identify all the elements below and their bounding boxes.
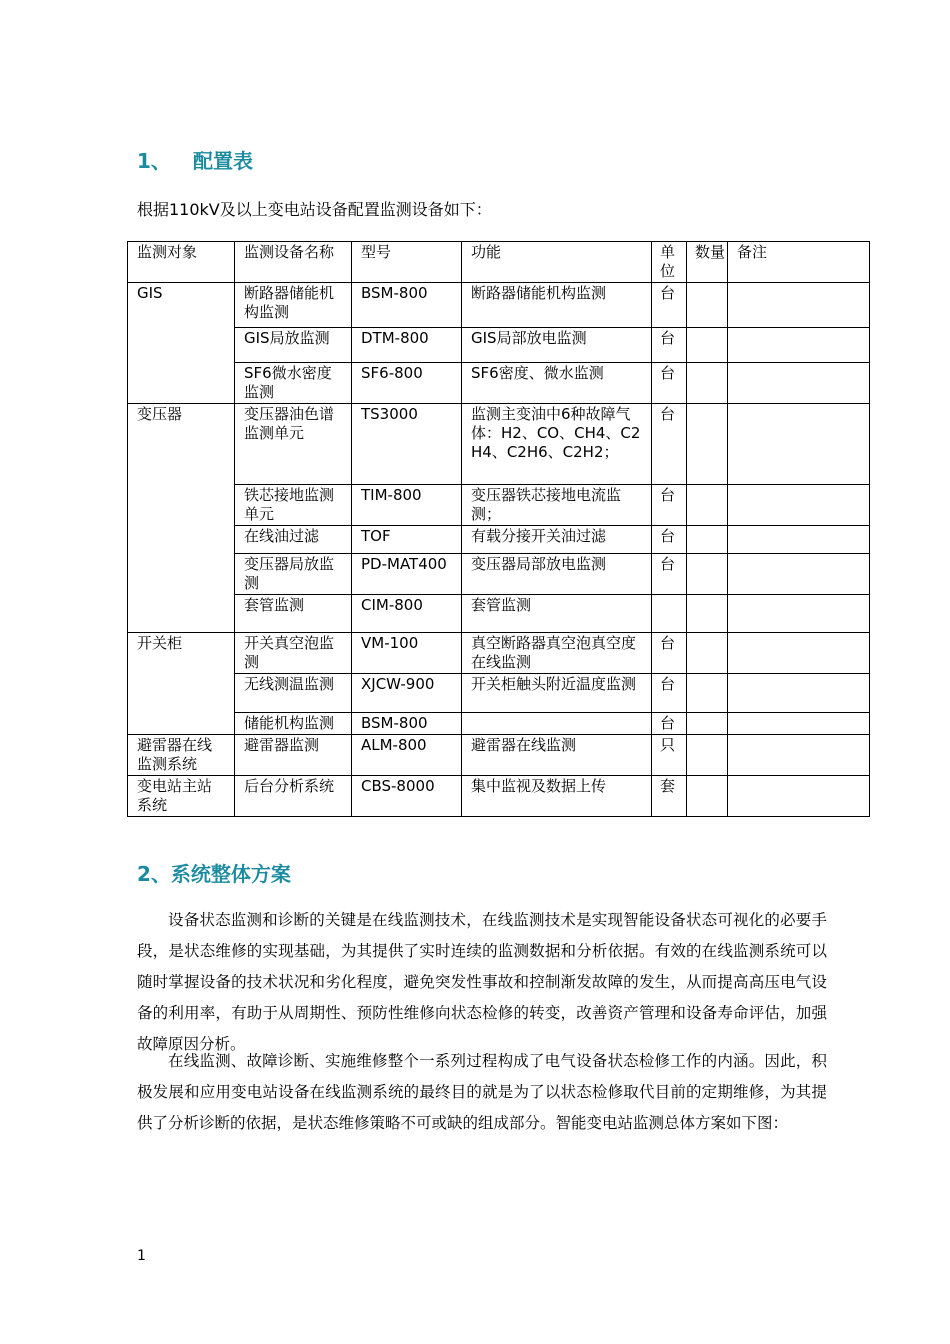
- cell-unit: [652, 595, 687, 633]
- cell-function: 避雷器在线监测: [462, 735, 652, 776]
- header-model: 型号: [352, 242, 462, 283]
- cell-model: SF6-800: [352, 363, 462, 404]
- cell-device: GIS局放监测: [235, 328, 352, 363]
- header-function: 功能: [462, 242, 652, 283]
- cell-remark: [728, 776, 870, 817]
- table-row: [128, 363, 870, 404]
- cell-function: GIS局部放电监测: [462, 328, 652, 363]
- cell-device: 无线测温监测: [235, 674, 352, 713]
- cell-model: TS3000: [352, 404, 462, 485]
- cell-device: 开关真空泡监测: [235, 633, 352, 674]
- cell-unit: 台: [652, 283, 687, 328]
- header-object: 监测对象: [128, 242, 235, 283]
- cell-function: 开关柜触头附近温度监测: [462, 674, 652, 713]
- cell-qty: [687, 735, 728, 776]
- cell-qty: [687, 554, 728, 595]
- cell-unit: 台: [652, 485, 687, 526]
- cell-device: 避雷器监测: [235, 735, 352, 776]
- cell-qty: [687, 485, 728, 526]
- cell-unit: 台: [652, 328, 687, 363]
- cell-remark: [728, 404, 870, 485]
- table-row: [128, 595, 870, 633]
- cell-unit: 台: [652, 713, 687, 735]
- cell-function: 监测主变油中6种故障气体：H2、CO、CH4、C2H4、C2H6、C2H2；: [462, 404, 652, 485]
- cell-model: TIM-800: [352, 485, 462, 526]
- cell-model: DTM-800: [352, 328, 462, 363]
- cell-model: CIM-800: [352, 595, 462, 633]
- cell-device: 套管监测: [235, 595, 352, 633]
- cell-qty: [687, 363, 728, 404]
- table-row: [128, 283, 870, 328]
- cell-model: ALM-800: [352, 735, 462, 776]
- cell-qty: [687, 713, 728, 735]
- cell-remark: [728, 633, 870, 674]
- section1-title: 配置表: [193, 149, 253, 173]
- cell-qty: [687, 526, 728, 554]
- cell-remark: [728, 363, 870, 404]
- table-row: [128, 554, 870, 595]
- table-row: [128, 674, 870, 713]
- cell-function: 变压器局部放电监测: [462, 554, 652, 595]
- cell-device: 后台分析系统: [235, 776, 352, 817]
- cell-unit: 台: [652, 363, 687, 404]
- table-row: [128, 633, 870, 674]
- cell-model: VM-100: [352, 633, 462, 674]
- cell-unit: 台: [652, 674, 687, 713]
- cell-device: 断路器储能机构监测: [235, 283, 352, 328]
- table-row: [128, 776, 870, 817]
- cell-remark: [728, 554, 870, 595]
- table-row: [128, 485, 870, 526]
- cell-function: [462, 713, 652, 735]
- cell-function: SF6密度、微水监测: [462, 363, 652, 404]
- cell-qty: [687, 328, 728, 363]
- cell-function: 断路器储能机构监测: [462, 283, 652, 328]
- header-qty: 数量: [687, 242, 728, 283]
- table-header-row: [128, 242, 870, 283]
- cell-object: 避雷器在线监测系统: [128, 735, 235, 776]
- cell-device: 储能机构监测: [235, 713, 352, 735]
- cell-device: 变压器局放监测: [235, 554, 352, 595]
- cell-unit: 台: [652, 554, 687, 595]
- cell-qty: [687, 283, 728, 328]
- cell-object: 变电站主站系统: [128, 776, 235, 817]
- cell-remark: [728, 485, 870, 526]
- cell-qty: [687, 595, 728, 633]
- cell-unit: 台: [652, 526, 687, 554]
- table-row: [128, 735, 870, 776]
- table-row: [128, 328, 870, 363]
- cell-model: CBS-8000: [352, 776, 462, 817]
- header-remark: 备注: [728, 242, 870, 283]
- cell-device: 变压器油色谱监测单元: [235, 404, 352, 485]
- table-row: [128, 526, 870, 554]
- cell-unit: 台: [652, 633, 687, 674]
- cell-unit: 只: [652, 735, 687, 776]
- cell-function: 有载分接开关油过滤: [462, 526, 652, 554]
- section2-heading: 2、系统整体方案: [137, 862, 291, 886]
- header-unit: 单位: [652, 242, 687, 283]
- cell-function: 集中监视及数据上传: [462, 776, 652, 817]
- cell-device: 在线油过滤: [235, 526, 352, 554]
- table-row: [128, 713, 870, 735]
- config-table: [127, 241, 870, 817]
- cell-remark: [728, 328, 870, 363]
- cell-remark: [728, 735, 870, 776]
- cell-object: 变压器: [128, 404, 235, 633]
- cell-qty: [687, 674, 728, 713]
- cell-unit: 套: [652, 776, 687, 817]
- section1-number: 1、: [137, 149, 171, 173]
- paragraph-1: 设备状态监测和诊断的关键是在线监测技术，在线监测技术是实现智能设备状态可视化的必要手段，是状态维修的实现基础，为其提供了实时连续的监测数据和分析依据。有效的在线监测系统可以随时掌握设备的技术状况和劣化程度，避免突发性事故和控制渐发故障的发生，从而提高高压电气设备的利用率，有助于从周期性、预防性维修向状态检修的转变，改善资产管理和设备寿命评估，加强故障原因分析。: [137, 911, 827, 1053]
- cell-model: BSM-800: [352, 713, 462, 735]
- page-number: 1: [137, 1248, 146, 1264]
- cell-model: BSM-800: [352, 283, 462, 328]
- cell-function: 真空断路器真空泡真空度在线监测: [462, 633, 652, 674]
- cell-remark: [728, 595, 870, 633]
- cell-remark: [728, 713, 870, 735]
- cell-model: XJCW-900: [352, 674, 462, 713]
- cell-qty: [687, 776, 728, 817]
- cell-remark: [728, 283, 870, 328]
- cell-remark: [728, 674, 870, 713]
- cell-function: 套管监测: [462, 595, 652, 633]
- cell-remark: [728, 526, 870, 554]
- cell-model: PD-MAT400: [352, 554, 462, 595]
- section1-heading: [137, 145, 253, 174]
- header-device: 监测设备名称: [235, 242, 352, 283]
- paragraph-2: 在线监测、故障诊断、实施维修整个一系列过程构成了电气设备状态检修工作的内涵。因此，积极发展和应用变电站设备在线监测系统的最终目的就是为了以状态检修取代目前的定期维修，为其提供了分析诊断的依据，是状态维修策略不可或缺的组成部分。智能变电站监测总体方案如下图：: [137, 1052, 827, 1132]
- intro-text: 根据110kV及以上变电站设备配置监测设备如下：: [137, 200, 492, 219]
- cell-model: TOF: [352, 526, 462, 554]
- cell-object: GIS: [128, 283, 235, 404]
- cell-function: 变压器铁芯接地电流监测；: [462, 485, 652, 526]
- cell-qty: [687, 633, 728, 674]
- cell-unit: 台: [652, 404, 687, 485]
- table-row: [128, 404, 870, 485]
- cell-object: 开关柜: [128, 633, 235, 735]
- cell-device: SF6微水密度监测: [235, 363, 352, 404]
- cell-qty: [687, 404, 728, 485]
- cell-device: 铁芯接地监测单元: [235, 485, 352, 526]
